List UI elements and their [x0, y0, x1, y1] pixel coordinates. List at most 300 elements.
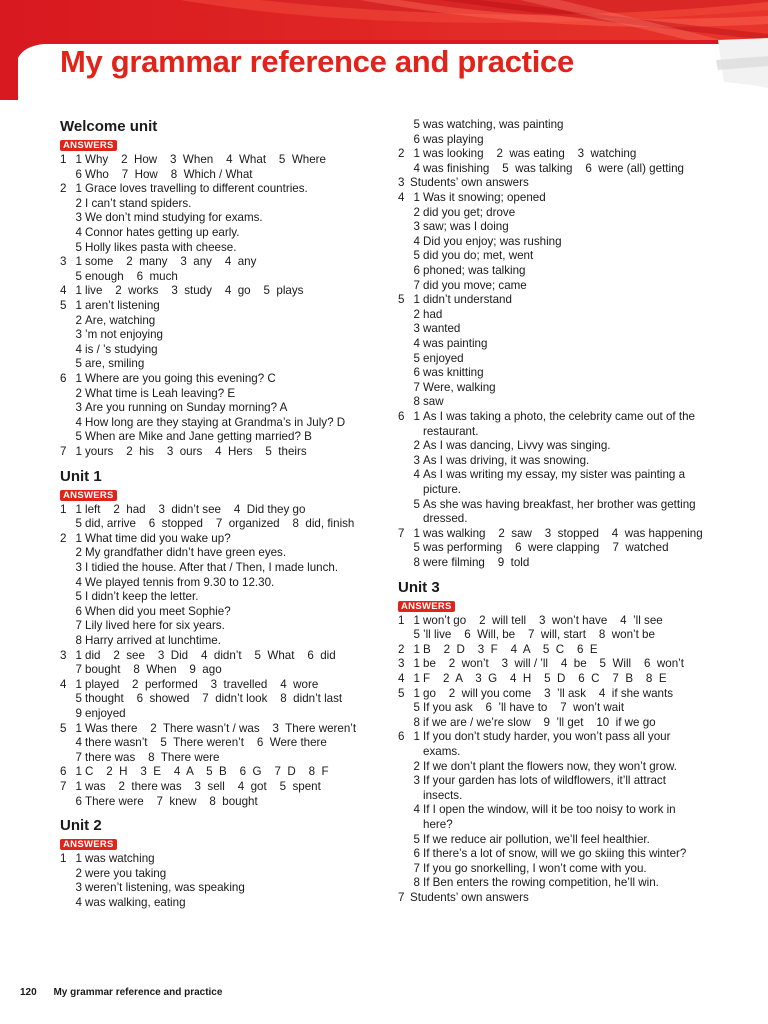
answer-line	[398, 628, 728, 643]
item-number: 4	[75, 226, 82, 239]
answer-text: was walking, eating	[85, 896, 186, 909]
answer-line	[60, 153, 365, 168]
answer-line	[60, 211, 365, 226]
answer-text: F 2 A 3 G 4 H 5 D 6 C 7 B 8 E	[423, 672, 667, 685]
item-number: 1	[75, 445, 82, 458]
answer-line	[398, 730, 728, 745]
answer-line	[398, 803, 728, 818]
answer-text: did 2 see 3 Did 4 didn’t 5 What 6 did	[85, 648, 336, 662]
answer-line	[60, 736, 365, 751]
exercise-number: 6	[398, 730, 405, 744]
answer-text: was performing 6 were clapping 7 watched	[423, 541, 669, 555]
answer-text: insects.	[423, 788, 463, 802]
item-number: 4	[413, 468, 420, 482]
answer-text: was 2 there was 3 sell 4 got 5 spent	[85, 780, 321, 793]
exercise-number: 2	[60, 182, 67, 196]
answer-text: As she was having breakfast, her brother was getting	[423, 497, 696, 511]
answer-line	[398, 760, 728, 775]
answer-text: If your garden has lots of wildflowers, it’ll attract	[423, 774, 666, 788]
item-number: 3	[75, 401, 82, 415]
answer-text: left 2 had 3 didn’t see 4 Did they go	[85, 502, 306, 516]
answer-text: My grandfather didn’t have green eyes.	[85, 546, 287, 560]
item-number: 5	[75, 517, 82, 531]
item-number: 6	[75, 167, 82, 181]
answer-line	[398, 352, 728, 367]
answer-line	[398, 308, 728, 323]
answer-text: ’ll live 6 Will, be 7 will, start 8 won’t be	[423, 628, 655, 642]
item-number: 1	[413, 526, 420, 540]
answer-text: enough 6 much	[85, 269, 178, 283]
item-number: 1	[75, 765, 82, 779]
item-number: 2	[413, 439, 420, 453]
item-number: 1	[75, 299, 82, 312]
answer-text: Are, watching	[85, 313, 156, 327]
answer-text: if we are / we’re slow 9 ’ll get 10 if we go	[423, 715, 656, 729]
item-number: 4	[75, 736, 82, 750]
answer-text: here?	[423, 818, 453, 831]
answer-line	[398, 716, 728, 731]
answer-text: did you get; drove	[423, 205, 516, 219]
answer-text: I can’t stand spiders.	[85, 196, 192, 210]
answer-text: If you go snorkelling, I won’t come with you.	[423, 861, 647, 875]
answer-line	[60, 619, 365, 634]
item-number: 4	[413, 234, 420, 248]
answer-text: aren’t listening	[85, 299, 160, 312]
answer-text: bought 8 When 9 ago	[85, 663, 222, 677]
answer-text: Holly likes pasta with cheese.	[85, 240, 237, 254]
answer-text: Who 7 How 8 Which / What	[85, 167, 253, 181]
exercise-number: 6	[60, 765, 67, 779]
section-heading: Unit 1	[60, 467, 102, 485]
item-number: 5	[413, 497, 420, 511]
answer-line	[398, 891, 728, 906]
answer-text: B 2 D 3 F 4 A 5 C 6 E	[423, 642, 598, 656]
exercise-number: 7	[398, 526, 405, 540]
answer-line	[60, 532, 365, 547]
answer-line	[398, 701, 728, 716]
item-number: 2	[75, 386, 82, 400]
answer-text: yours 2 his 3 ours 4 Hers 5 theirs	[85, 445, 307, 458]
item-number: 5	[413, 832, 420, 846]
answer-text: dressed.	[423, 512, 468, 526]
item-number: 1	[75, 677, 82, 691]
answer-line	[60, 722, 365, 737]
answer-line	[60, 678, 365, 693]
answer-line	[60, 416, 365, 431]
answer-line	[398, 687, 728, 702]
answer-line	[60, 372, 365, 387]
exercise-number: 2	[398, 642, 405, 656]
answer-line	[60, 561, 365, 576]
answer-text: We don’t mind studying for exams.	[85, 211, 263, 225]
answer-line	[60, 517, 365, 532]
item-number: 4	[413, 161, 420, 175]
answer-text: picture.	[423, 483, 462, 496]
answer-text: How long are they staying at Grandma’s in July? D	[85, 415, 346, 429]
answer-line	[60, 590, 365, 605]
answer-text: wanted	[423, 322, 461, 336]
answer-line	[398, 876, 728, 891]
exercise-number: 6	[60, 372, 67, 385]
item-number: 3	[413, 774, 420, 788]
answer-line	[60, 649, 365, 664]
section-heading: Welcome unit	[60, 118, 158, 135]
answer-line	[398, 118, 728, 133]
footer-text: My grammar reference and practice	[53, 987, 223, 998]
answer-line	[60, 707, 365, 722]
exercise-number: 2	[60, 531, 67, 545]
answer-line	[398, 657, 728, 672]
answer-line	[398, 833, 728, 848]
exercise-number: 1	[60, 852, 67, 866]
exercise-number: 1	[60, 502, 67, 516]
answer-text: What time did you wake up?	[85, 531, 231, 545]
item-number: 2	[75, 196, 82, 210]
answer-text: Grace loves travelling to different countries.	[85, 182, 308, 196]
answer-text: If Ben enters the rowing competition, he’ll win.	[423, 876, 659, 890]
answer-line	[398, 133, 728, 148]
answer-text: some 2 many 3 any 4 any	[85, 255, 257, 269]
item-number: 9	[75, 707, 82, 720]
answer-line	[60, 546, 365, 561]
answer-text: did you do; met, went	[423, 249, 534, 263]
exercise-number: 4	[60, 677, 67, 691]
item-number: 5	[75, 590, 82, 604]
answer-line	[60, 168, 365, 183]
answer-text: phoned; was talking	[423, 264, 526, 277]
answer-text: had	[423, 307, 443, 321]
answer-text: If I open the window, will it be too noisy to work in	[423, 803, 676, 817]
answers-badge: ANSWERS	[60, 140, 117, 151]
item-number: 3	[75, 328, 82, 342]
exercise-number: 6	[398, 410, 405, 423]
answer-text: was watching, was painting	[423, 118, 564, 131]
answer-line	[398, 847, 728, 862]
item-number: 2	[413, 307, 420, 321]
item-number: 1	[413, 686, 420, 700]
answer-line	[60, 357, 365, 372]
answer-text: were you taking	[85, 866, 167, 880]
exercise-number: 5	[398, 686, 405, 700]
answer-text: is / ’s studying	[85, 342, 158, 356]
item-number: 1	[75, 182, 82, 196]
answer-line	[60, 896, 365, 911]
item-number: 5	[75, 430, 82, 444]
answer-text: Why 2 How 3 When 4 What 5 Where	[85, 153, 326, 166]
section-heading: Unit 2	[60, 817, 102, 835]
answer-line	[398, 366, 728, 381]
item-number: 8	[413, 556, 420, 569]
answer-line	[398, 745, 728, 760]
item-number: 1	[413, 730, 420, 744]
answer-line	[60, 503, 365, 518]
answer-text: If we don’t plant the flowers now, they won’t grow.	[423, 759, 677, 773]
answer-text: were filming 9 told	[423, 556, 530, 569]
answer-text: did you move; came	[423, 278, 527, 292]
answer-text: C 2 H 3 E 4 A 5 B 6 G 7 D 8 F	[85, 765, 329, 779]
answer-text: are, smiling	[85, 357, 145, 371]
answers-badge: ANSWERS	[60, 839, 117, 850]
item-number: 5	[75, 240, 82, 254]
answer-line	[60, 576, 365, 591]
answer-text: won’t go 2 will tell 3 won’t have 4 ’ll see	[423, 613, 663, 627]
exercise-number: 3	[60, 255, 67, 269]
answer-text: enjoyed	[85, 707, 126, 720]
answer-text: thought 6 showed 7 didn’t look 8 didn’t last	[85, 692, 343, 706]
answer-text: Did you enjoy; was rushing	[423, 234, 562, 248]
answer-line	[60, 663, 365, 678]
answer-text: saw	[423, 395, 444, 409]
exercise-number: 1	[60, 153, 67, 166]
item-number: 8	[413, 876, 420, 890]
answer-line	[60, 270, 365, 285]
answer-line	[60, 241, 365, 256]
answer-text: Was it snowing; opened	[423, 191, 546, 204]
answer-text: ’m not enjoying	[85, 328, 163, 342]
item-number: 1	[75, 284, 82, 298]
item-number: 5	[75, 269, 82, 283]
answer-text: When are Mike and Jane getting married? B	[85, 430, 312, 444]
item-number: 6	[75, 604, 82, 618]
answer-text: played 2 performed 3 travelled 4 wore	[85, 677, 319, 691]
answer-text: Lily lived here for six years.	[85, 619, 225, 633]
item-number: 7	[413, 278, 420, 292]
answer-line	[398, 468, 728, 483]
answer-line	[398, 264, 728, 279]
item-number: 1	[75, 780, 82, 793]
answer-line	[398, 527, 728, 542]
exercise-number: 3	[60, 648, 67, 662]
answer-text: If there’s a lot of snow, will we go skiing this winter?	[423, 847, 687, 861]
answer-line	[60, 226, 365, 241]
item-number: 1	[413, 657, 420, 671]
item-number: 4	[75, 575, 82, 589]
answer-line	[60, 692, 365, 707]
answer-line	[60, 605, 365, 620]
answer-text: We played tennis from 9.30 to 12.30.	[85, 575, 275, 589]
answer-line	[398, 176, 728, 191]
item-number: 3	[75, 881, 82, 895]
answers-badge: ANSWERS	[60, 490, 117, 501]
answer-text: saw; was I doing	[423, 220, 509, 234]
answer-line	[60, 852, 365, 867]
item-number: 2	[75, 546, 82, 560]
exercise-number: 4	[398, 191, 405, 204]
item-number: 5	[75, 692, 82, 706]
answer-text: If you don’t study harder, you won’t pass all your	[423, 730, 671, 744]
exercise-number: 4	[398, 672, 405, 685]
answer-text: If we reduce air pollution, we’ll feel healthier.	[423, 832, 650, 846]
item-number: 1	[413, 293, 420, 307]
answer-line	[398, 235, 728, 250]
answer-line	[398, 395, 728, 410]
exercise-number: 1	[398, 613, 405, 627]
item-number: 3	[413, 220, 420, 234]
answer-line	[398, 191, 728, 206]
section-heading: Unit 3	[398, 578, 440, 596]
answer-text: exams.	[423, 745, 461, 758]
answer-line	[398, 410, 728, 425]
answer-line	[60, 255, 365, 270]
answer-text: Connor hates getting up early.	[85, 226, 240, 239]
answer-text: Harry arrived at lunchtime.	[85, 634, 221, 647]
answer-line	[398, 483, 728, 498]
answer-line	[398, 206, 728, 221]
answer-line	[60, 751, 365, 766]
exercise-number: 4	[60, 284, 67, 298]
answer-text: What time is Leah leaving? E	[85, 386, 236, 400]
answer-text: Was there 2 There wasn’t / was 3 There weren’t	[85, 721, 357, 735]
answer-line	[60, 343, 365, 358]
item-number: 7	[413, 380, 420, 394]
item-number: 4	[75, 342, 82, 356]
exercise-number: 7	[60, 445, 67, 458]
item-number: 3	[413, 322, 420, 336]
exercise-number: 7	[60, 780, 67, 793]
item-number: 7	[75, 619, 82, 633]
item-number: 1	[75, 255, 82, 269]
answer-text: Where are you going this evening? C	[85, 372, 276, 385]
answer-text: didn’t understand	[423, 293, 512, 307]
item-number: 4	[75, 896, 82, 909]
answer-line	[398, 541, 728, 556]
item-number: 4	[413, 337, 420, 350]
answer-line	[60, 795, 365, 810]
answer-text: weren’t listening, was speaking	[85, 881, 245, 895]
answer-text: When did you meet Sophie?	[85, 604, 231, 618]
answer-line	[60, 284, 365, 299]
item-number: 2	[75, 313, 82, 327]
exercise-number: 2	[398, 147, 405, 161]
answer-text: As I was writing my essay, my sister was painting a	[423, 468, 686, 482]
answer-line	[398, 249, 728, 264]
answer-text: enjoyed	[423, 351, 464, 365]
answer-line	[60, 401, 365, 416]
answer-line	[398, 774, 728, 789]
item-number: 1	[75, 648, 82, 662]
item-number: 4	[413, 803, 420, 817]
answer-line	[60, 430, 365, 445]
answer-text: As I was dancing, Livvy was singing.	[423, 439, 611, 453]
item-number: 3	[75, 211, 82, 225]
item-number: 7	[75, 750, 82, 764]
answer-text: There were 7 knew 8 bought	[85, 794, 258, 808]
exercise-number: 3	[398, 176, 405, 190]
exercise-number: 3	[398, 657, 405, 671]
answer-text: was playing	[423, 132, 484, 146]
item-number: 5	[413, 351, 420, 365]
answer-line	[60, 445, 365, 460]
answer-line	[398, 818, 728, 833]
answer-line	[60, 881, 365, 896]
item-number: 2	[75, 866, 82, 880]
answer-text: there was 8 There were	[85, 750, 220, 764]
answer-line	[60, 182, 365, 197]
answer-line	[398, 147, 728, 162]
answer-line	[60, 197, 365, 212]
answer-line	[398, 643, 728, 658]
item-number: 1	[75, 372, 82, 385]
answer-text: If you ask 6 ’ll have to 7 won’t wait	[423, 701, 625, 715]
item-number: 1	[75, 852, 82, 866]
item-number: 8	[413, 715, 420, 729]
item-number: 1	[75, 502, 82, 516]
answer-line	[398, 498, 728, 513]
item-number: 2	[413, 205, 420, 219]
exercise-number: 5	[60, 299, 67, 312]
item-number: 5	[413, 541, 420, 555]
page-number: 120	[20, 987, 37, 998]
item-number: 3	[413, 453, 420, 467]
answer-text: I tidied the house. After that / Then, I made lunch.	[85, 561, 339, 574]
item-number: 5	[75, 357, 82, 371]
answer-line	[60, 867, 365, 882]
answer-line	[398, 672, 728, 687]
answer-text: did, arrive 6 stopped 7 organized 8 did, finish	[85, 517, 355, 531]
item-number: 6	[413, 264, 420, 277]
item-number: 6	[413, 366, 420, 380]
answer-line	[398, 512, 728, 527]
answer-text: Were, walking	[423, 380, 496, 394]
exercise-number: 5	[398, 293, 405, 307]
item-number: 2	[413, 759, 420, 773]
item-number: 5	[413, 701, 420, 715]
answer-text: was painting	[423, 337, 488, 350]
answer-line	[398, 425, 728, 440]
item-number: 5	[413, 249, 420, 263]
answer-text: I didn’t keep the letter.	[85, 590, 199, 604]
answer-line	[398, 279, 728, 294]
answer-line	[398, 862, 728, 877]
answer-line	[60, 634, 365, 649]
item-number: 8	[75, 634, 82, 647]
exercise-number: 7	[398, 891, 405, 904]
item-number: 1	[413, 672, 420, 685]
answer-line	[398, 293, 728, 308]
item-number: 7	[413, 861, 420, 875]
answer-line	[398, 322, 728, 337]
answer-text: was watching	[85, 852, 155, 866]
answer-text: was looking 2 was eating 3 watching	[423, 147, 637, 161]
answer-text: was knitting	[423, 366, 484, 380]
item-number: 1	[75, 531, 82, 545]
answer-line	[398, 162, 728, 177]
answer-text: was walking 2 saw 3 stopped 4 was happening	[423, 526, 703, 540]
item-number: 1	[413, 613, 420, 627]
answer-text: Students’ own answers	[410, 891, 529, 904]
item-number: 8	[413, 395, 420, 409]
answer-text: As I was driving, it was snowing.	[423, 453, 590, 467]
item-number: 4	[75, 415, 82, 429]
answer-line	[398, 454, 728, 469]
item-number: 6	[75, 794, 82, 808]
item-number: 1	[413, 642, 420, 656]
answer-line	[60, 328, 365, 343]
item-number: 1	[75, 153, 82, 166]
answer-line	[60, 387, 365, 402]
item-number: 1	[75, 721, 82, 735]
item-number: 1	[413, 147, 420, 161]
answer-text: be 2 won’t 3 will / ’ll 4 be 5 Will 6 won’t	[423, 657, 684, 671]
answer-line	[398, 789, 728, 804]
answer-text: As I was taking a photo, the celebrity came out of the	[423, 410, 695, 423]
answer-line	[60, 314, 365, 329]
answer-line	[60, 765, 365, 780]
item-number: 3	[75, 561, 82, 574]
answer-line	[60, 780, 365, 795]
item-number: 6	[413, 132, 420, 146]
answer-line	[398, 337, 728, 352]
